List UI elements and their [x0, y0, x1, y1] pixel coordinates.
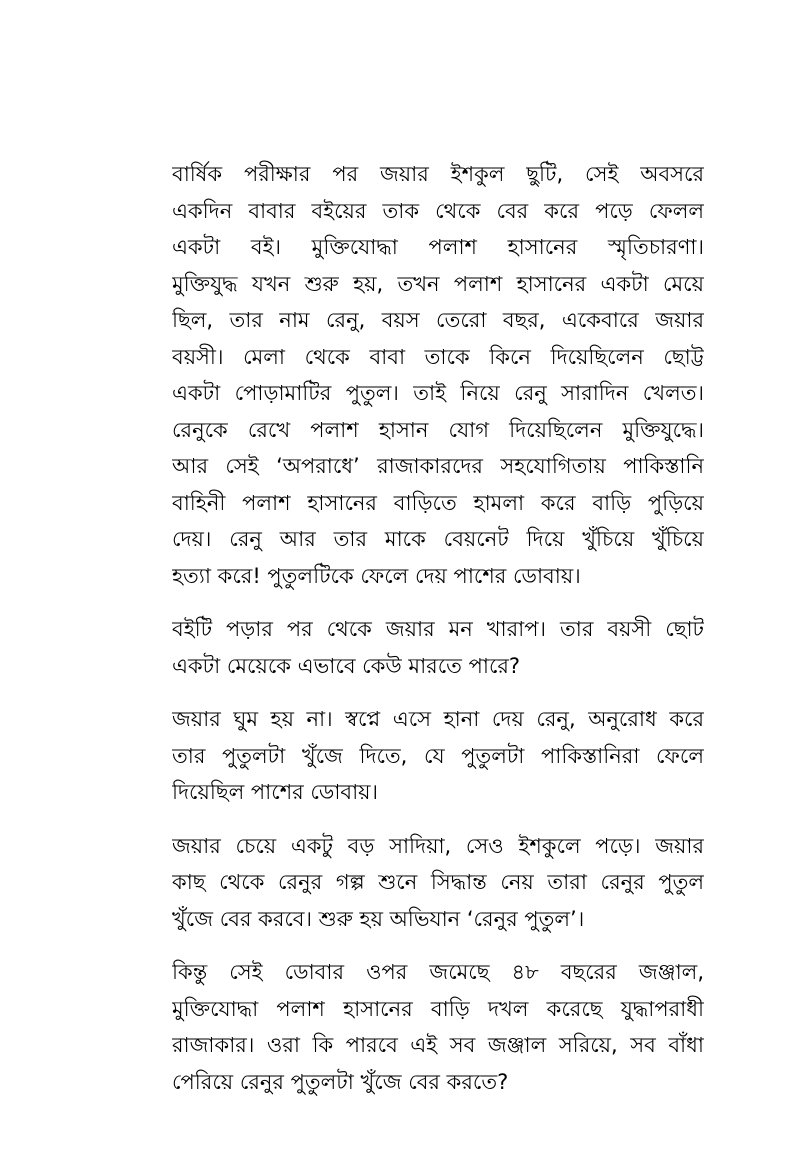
text-line: কাছ থেকে রেনুর গল্প শুনে সিদ্ধান্ত নেয় তারা রেনুর পুতুল	[172, 870, 704, 894]
text-line: বইটি পড়ার পর থেকে জয়ার মন খারাপ। তার বয়সী ছোট	[172, 617, 704, 641]
text-line: একটা মেয়েকে এভাবে কেউ মারতে পারে?	[172, 653, 521, 678]
text-line: পেরিয়ে রেনুর পুতুলটা খুঁজে বের করতে?	[172, 1069, 509, 1094]
book-page-text	[172, 156, 704, 1117]
text-line: একটা পোড়ামাটির পুতুল। তাই নিয়ে রেনু সারাদিন খেলত।	[172, 381, 704, 405]
text-line: দিয়েছিল পাশের ডোবায়।	[172, 780, 379, 804]
paragraph-1	[172, 156, 704, 594]
text-line: দেয়। রেনু আর তার মাকে বেয়নেট দিয়ে খুঁচিয়ে খুঁচিয়ে	[172, 527, 704, 551]
text-line: বার্ষিক পরীক্ষার পর জয়ার ইশকুল ছুটি, সেই অবসরে	[172, 162, 704, 186]
text-line: হত্যা করে! পুতুলটিকে ফেলে দেয় পাশের ডোবায়।	[172, 563, 581, 588]
text-line: খুঁজে বের করবে। শুরু হয় অভিযান ‘রেনুর পুতুল’।	[172, 906, 585, 931]
text-line: একদিন বাবার বইয়ের তাক থেকে বের করে পড়ে ফেলল	[172, 198, 704, 223]
paragraph-2	[172, 611, 704, 684]
text-line: মুক্তিযোদ্ধা পলাশ হাসানের বাড়ি দখল করেছে যুদ্ধাপরাধী	[172, 996, 704, 1021]
text-line: জয়ার চেয়ে একটু বড় সাদিয়া, সেও ইশকুলে পড়ে। জয়ার	[172, 833, 704, 858]
paragraph-3	[172, 701, 704, 811]
text-line: আর সেই ‘অপরাধে’ রাজাকারদের সহযোগিতায় পাকিস্তানি	[172, 454, 704, 478]
text-line: জয়ার ঘুম হয় না। স্বপ্নে এসে হানা দেয় রেনু, অনুরোধ করে	[172, 707, 704, 731]
text-line: বয়সী। মেলা থেকে বাবা তাকে কিনে দিয়েছিলেন ছোট্ট	[172, 344, 704, 369]
paragraph-4	[172, 828, 704, 938]
text-line: রাজাকার। ওরা কি পারবে এই সব জঞ্জাল সরিয়ে, সব বাঁধা	[172, 1033, 704, 1057]
text-line: একটা বই। মুক্তিযোদ্ধা পলাশ হাসানের স্মৃতিচারণা।	[172, 235, 704, 259]
text-line: রেনুকে রেখে পলাশ হাসান যোগ দিয়েছিলেন মুক্তিযুদ্ধে।	[172, 417, 704, 442]
text-line: বাহিনী পলাশ হাসানের বাড়িতে হামলা করে বাড়ি পুড়িয়ে	[172, 490, 704, 515]
text-line: মুক্তিযুদ্ধ যখন শুরু হয়, তখন পলাশ হাসানের একটা মেয়ে	[172, 271, 704, 296]
text-line: ছিল, তার নাম রেনু, বয়স তেরো বছর, একেবারে জয়ার	[172, 308, 704, 332]
text-line: কিন্তু সেই ডোবার ওপর জমেছে ৪৮ বছরের জঞ্জাল,	[172, 960, 704, 984]
paragraph-5	[172, 954, 704, 1100]
text-line: তার পুতুলটা খুঁজে দিতে, যে পুতুলটা পাকিস্তানিরা ফেলে	[172, 743, 704, 768]
